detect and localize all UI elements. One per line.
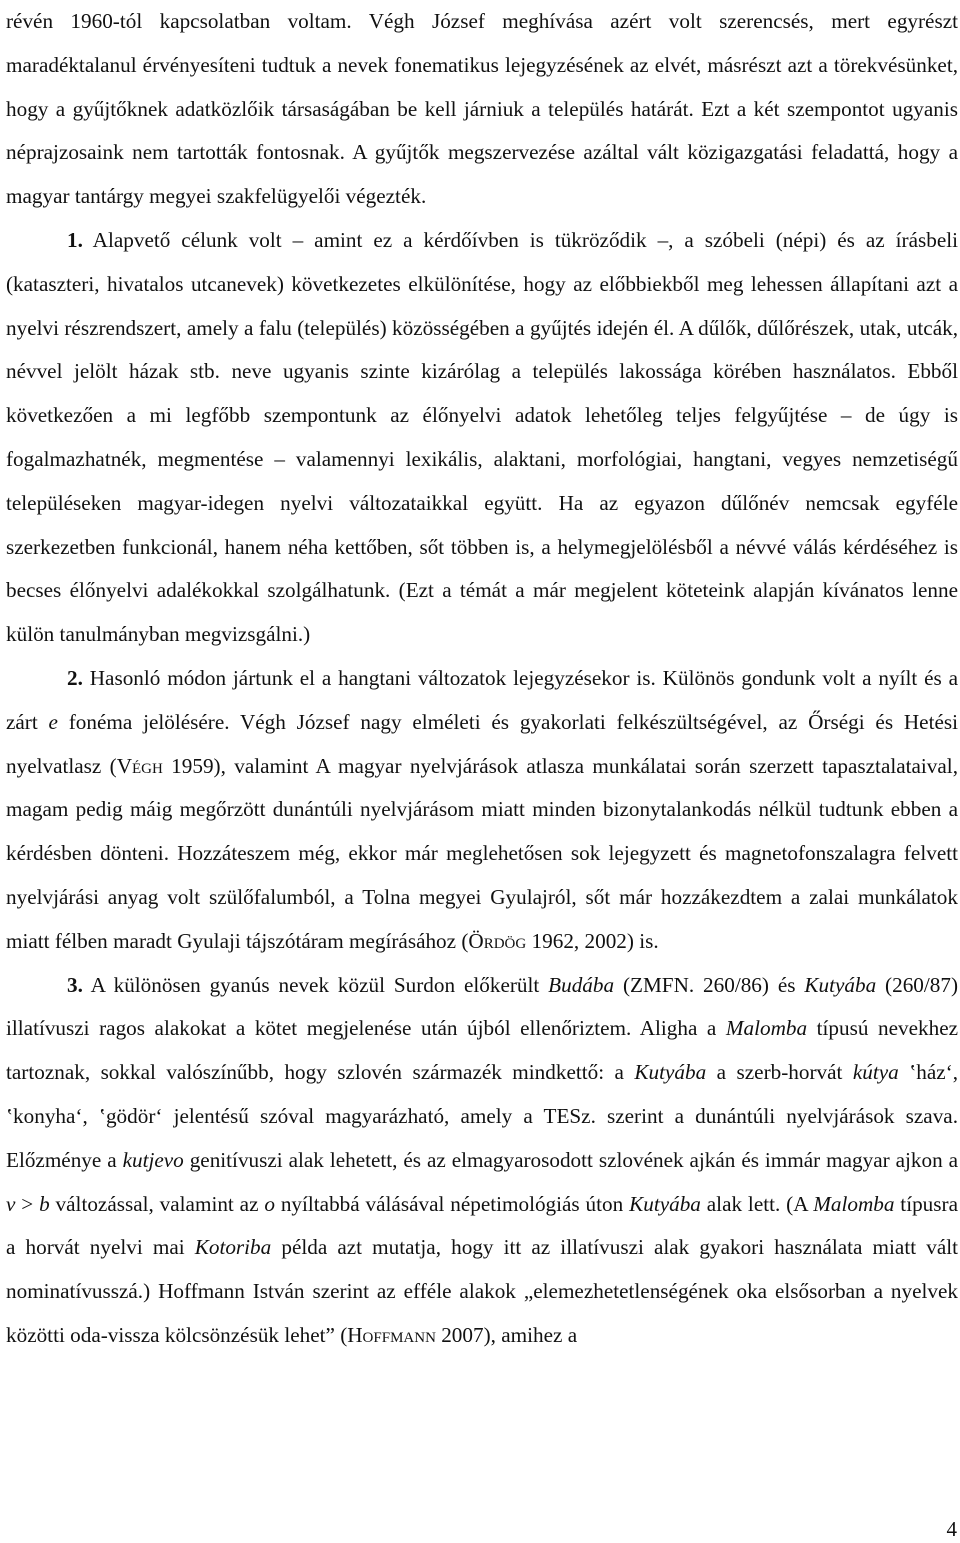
- italic-term: Kutyába: [804, 972, 877, 997]
- italic-term: Malomba: [813, 1191, 895, 1216]
- italic-term: Kutyába: [629, 1191, 701, 1216]
- paragraph-intro: [6, 0, 958, 219]
- text-run: A különösen gyanús nevek közül Surdon előkerült: [82, 972, 549, 997]
- italic-term: o: [264, 1191, 275, 1216]
- point-number: 1.: [67, 227, 83, 252]
- text-run: (ZMFN. 260/86) és: [614, 972, 805, 997]
- italic-term: kutjevo: [122, 1147, 184, 1172]
- paragraph-point-2: [6, 657, 958, 964]
- italic-term: Kutyába: [634, 1060, 707, 1085]
- text-run: példa azt mutatja, hogy itt az illatívuszi alak gyakori használata miatt vált nominatívusszá.) Hoffmann István szerint az efféle alakok „elemezhetetlenségének oka elsősorban a nyelvek közötti oda-vissza kölcsönzésük lehet” (H: [6, 1235, 958, 1347]
- italic-term: kútya: [852, 1060, 899, 1085]
- italic-term: b: [39, 1191, 50, 1216]
- text-run: típusú nevekhez tartoznak, sokkal valószínűbb, hogy szlovén származék mindkettő: a: [6, 1016, 959, 1085]
- text-run: Hasonló módon jártunk el a hangtani változatok lejegyzésekor is. Különös gondunk volt a nyílt és a zárt: [6, 665, 958, 734]
- document-page: [6, 0, 958, 1358]
- author-name: offmann: [362, 1322, 436, 1347]
- text-run: 2007), amihez a: [435, 1322, 578, 1347]
- text-run: nyíltabbá válásával népetimológiás úton: [274, 1191, 630, 1216]
- italic-term: Budába: [548, 972, 615, 997]
- text-run: a szerb-horvát: [706, 1060, 853, 1085]
- text-run: (260/87) illatívuszi ragos alakokat a kötet megjelenése után újból ellenőriztem. Aligha a: [6, 972, 959, 1041]
- italic-term: v: [6, 1191, 16, 1216]
- point-number: 2.: [67, 665, 83, 690]
- text-run: 1962, 2002) is.: [526, 928, 659, 953]
- point-number: 3.: [67, 972, 83, 997]
- author-name: rdög: [483, 928, 527, 953]
- paragraph-point-1: [6, 219, 958, 657]
- italic-term: e: [48, 709, 58, 734]
- italic-term: Malomba: [725, 1016, 808, 1041]
- text-run: fonéma jelölésére. Végh József nagy elméleti és gyakorlati felkészültségével, az Őrségi és Hetési nyelvatlasz (V: [6, 709, 958, 778]
- text-run: 1959), valamint A magyar nyelvjárások atlasza munkálatai során szerzett tapasztalataival, magam pedig máig megőrzött dunántúli nyelvjárásom miatt minden bizonytalankodás nélkül tudtunk ebben a kérdésben dönteni. Hozzáteszem még, ekkor már meglehetősen sok lejegyzett és magnetofonszalagra felvett nyelvjárási anyag volt szülőfalumból, a Tolna megyei Gyulajról, sőt már hozzákezdtem a zalai munkálatok miatt félben maradt Gyulaji tájszótáram megírásához (Ö: [6, 753, 958, 953]
- text-run: alak lett. (A: [700, 1191, 814, 1216]
- text-run: révén 1960-tól kapcsolatban voltam. Végh József meghívása azért volt szerencsés, mert egyrészt maradéktalanul érvényesíteni tudtuk a nevek fonematikus lejegyzésének az elvét, másrészt azt a törekvésünket, hogy a gyűjtőknek adatközlőik társaságában be kell járniuk a település határát. Ezt a két szempontot ugyanis néprajzosaink nem tartották fontosnak. A gyűjtők megszervezése azáltal vált közigazgatási feladattá, hogy a magyar tantárgy megyei szakfelügyelői végezték.: [6, 9, 958, 209]
- text-run: >: [15, 1191, 40, 1216]
- text-run: Alapvető célunk volt – amint ez a kérdőívben is tükröződik –, a szóbeli (népi) és az írásbeli (kataszteri, hivatalos utcanevek) következetes elkülönítése, hogy az előbbiekből meg lehessen állapítani azt a nyelvi részrendszert, amely a falu (település) közösségében a gyűjtés idején él. A dűlők, dűlőrészek, utak, utcák, névvel jelölt házak stb. neve ugyanis szinte kizárólag a település lakossága körében használatos. Ebből következően a mi legfőbb szempontunk az élőnyelvi adatok lehetőleg teljes felgyűjtése – de úgy is fogalmazhatnék, megmentése – valamennyi lexikális, alaktani, morfológiai, hangtani, vegyes nemzetiségű településeken magyar-idegen nyelvi változataikkal együtt. Ha az egyazon dűlőnév nemcsak egyféle szerkezetben funkcionál, hanem néha kettőben, sőt többen is, a helymegjelölésből a névvé válás kérdéséhez is becses élőnyelvi adalékokkal szolgálhatunk. (Ezt a témát a már megjelent köteteink alapján kívánatos lenne külön tanulmányban megvizsgálni.): [6, 227, 958, 647]
- author-name: égh: [132, 753, 163, 778]
- page-number: 4: [946, 1517, 957, 1541]
- text-run: típusra a horvát nyelvi mai: [6, 1191, 958, 1260]
- paragraph-point-3: [6, 964, 958, 1358]
- text-run: ‛ház‘, ‛konyha‘, ‛gödör‘ jelentésű szóval magyarázható, amely a TESz. szerint a dunántúli nyelvjárások szava. Előzménye a: [6, 1060, 959, 1172]
- text-run: genitívuszi alak lehetett, és az elmagyarosodott szlovének ajkán és immár magyar ajkon a: [183, 1147, 958, 1172]
- italic-term: Kotoriba: [194, 1235, 272, 1260]
- text-run: változással, valamint az: [49, 1191, 265, 1216]
